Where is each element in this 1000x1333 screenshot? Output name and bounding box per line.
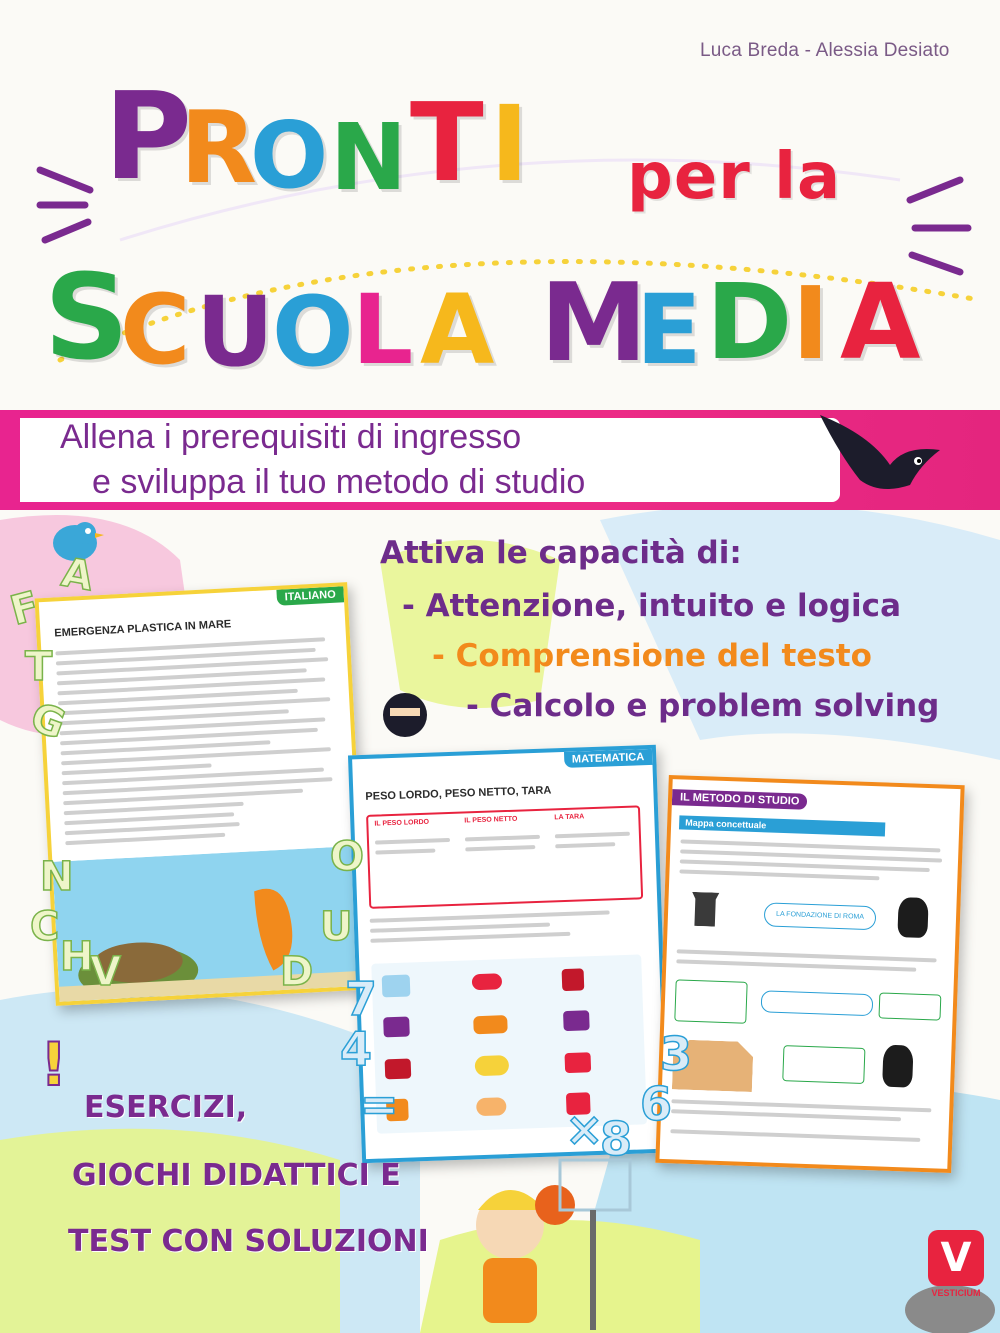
page-tab: IL METODO DI STUDIO — [672, 789, 808, 810]
svg-text:8: 8 — [600, 1112, 633, 1166]
title-letter: O — [272, 276, 354, 388]
title-letter: E — [636, 274, 702, 386]
title-letter: I — [490, 83, 529, 205]
svg-text:G: G — [24, 694, 72, 749]
publisher-logo — [926, 1230, 986, 1298]
table-header: IL PESO NETTO — [464, 815, 518, 825]
features-line-1: ESERCIZI, — [84, 1090, 248, 1125]
svg-text:=: = — [360, 1077, 399, 1131]
capabilities-title: Attiva le capacità di: — [380, 535, 742, 571]
page-heading: EMERGENZA PLASTICA IN MARE — [54, 618, 232, 640]
title-letter: R — [180, 89, 258, 206]
svg-text:A: A — [58, 549, 97, 601]
svg-text:H: H — [60, 934, 94, 980]
title-letter: P — [104, 68, 192, 207]
page-tab: ITALIANO — [276, 586, 344, 605]
title-letter: O — [250, 102, 329, 209]
title-letter: S — [44, 248, 129, 386]
title-letter: U — [196, 276, 274, 388]
title-letter: L — [352, 274, 414, 386]
features-line-3: TEST CON SOLUZIONI — [68, 1224, 429, 1259]
svg-text:3: 3 — [660, 1027, 693, 1081]
capability-item: - Comprensione del testo — [432, 638, 872, 674]
title-letter: N — [330, 104, 407, 211]
svg-text:C: C — [30, 904, 60, 950]
title-per-la: per la — [627, 140, 842, 214]
svg-text:7: 7 — [345, 972, 378, 1026]
svg-text:!: ! — [40, 1030, 68, 1100]
capability-item: - Calcolo e problem solving — [466, 688, 940, 724]
subtitle-line-2: e sviluppa il tuo metodo di studio — [92, 463, 586, 501]
title-letter: A — [840, 261, 921, 383]
title-letter: T — [410, 81, 484, 206]
page-heading: PESO LORDO, PESO NETTO, TARA — [365, 784, 552, 803]
svg-text:U: U — [320, 904, 353, 950]
svg-text:4: 4 — [340, 1022, 373, 1076]
svg-text:6: 6 — [640, 1077, 673, 1131]
table-header: LA TARA — [554, 813, 585, 822]
svg-text:O: O — [330, 834, 365, 880]
authors: Luca Breda - Alessia Desiato — [700, 40, 950, 61]
svg-text:N: N — [40, 854, 74, 900]
publisher-name: VESTICIUM — [931, 1288, 981, 1298]
title-letter: A — [420, 274, 495, 386]
title-letter: D — [706, 261, 793, 383]
concept-node: LA FONDAZIONE DI ROMA — [764, 902, 877, 930]
title-letter: M — [540, 261, 648, 386]
svg-text:V: V — [90, 949, 121, 995]
svg-text:D: D — [280, 949, 314, 995]
section-heading: Mappa concettuale — [679, 815, 885, 836]
svg-text:×: × — [565, 1102, 604, 1156]
publisher-logo-mark: V — [928, 1230, 984, 1286]
svg-text:F: F — [5, 583, 44, 635]
title-letter: C — [120, 274, 191, 386]
svg-text:T: T — [25, 644, 53, 690]
capability-item: - Attenzione, intuito e logica — [402, 588, 901, 624]
subtitle-line-1: Allena i prerequisiti di ingresso — [60, 418, 522, 456]
features-line-2: GIOCHI DIDATTICI E — [72, 1158, 401, 1193]
table-header: IL PESO LORDO — [374, 818, 430, 828]
page-tab: MATEMATICA — [564, 749, 653, 768]
title-letter: I — [792, 265, 830, 382]
